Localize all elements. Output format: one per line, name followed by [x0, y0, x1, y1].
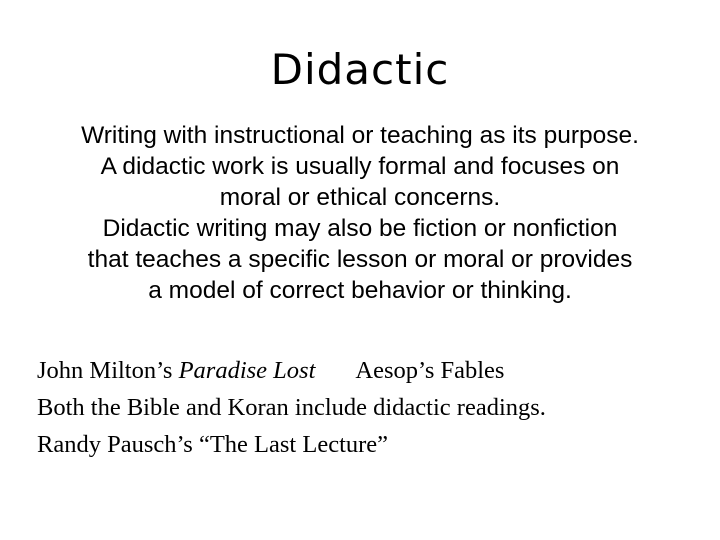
definition-text [20, 120, 700, 306]
example-milton-author: John Milton’s [37, 357, 179, 384]
definition-line: moral or ethical concerns. [219, 184, 501, 211]
definition-line: Didactic writing may also be fiction or nonfiction [102, 215, 618, 242]
definition-line: a model of correct behavior or thinking. [148, 277, 572, 304]
example-line: Randy Pausch’s “The Last Lecture” [37, 431, 389, 458]
definition-line: that teaches a specific lesson or moral or provides [87, 246, 633, 273]
definition-line: Writing with instructional or teaching as its purpose. [81, 122, 639, 149]
example-milton-title: Paradise Lost [178, 357, 316, 384]
slide-title: Didactic [270, 45, 450, 94]
example-line: Both the Bible and Koran include didactic readings. [37, 394, 546, 421]
definition-line: A didactic work is usually formal and focuses on [100, 153, 620, 180]
example-aesop: Aesop’s Fables [355, 357, 505, 384]
examples-list [37, 352, 697, 463]
example-line [37, 352, 697, 389]
